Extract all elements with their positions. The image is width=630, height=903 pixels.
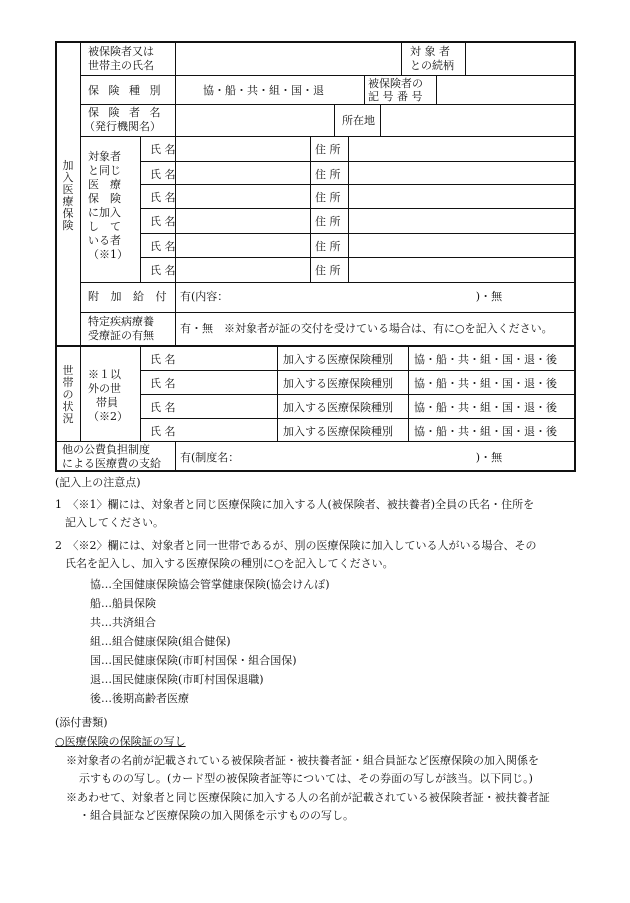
member-name-label: 氏 名	[150, 240, 176, 253]
household-insurance-type-label: 加入する医療保険種別	[283, 377, 393, 390]
household-name-label: 氏 名	[150, 401, 176, 414]
member-name-label: 氏 名	[150, 143, 176, 156]
member-address-field[interactable]	[350, 163, 573, 185]
insurance-type-label: 保 険 種 別	[88, 84, 164, 97]
member-name-field[interactable]	[177, 138, 309, 160]
household-insurance-type-options[interactable]: 協・船・共・組・国・退・後	[414, 353, 557, 366]
insurer-address-label: 所在地	[342, 114, 375, 127]
notes-heading: (記入上の注意点)	[55, 476, 141, 489]
insured-name-label-2: 世帯主の氏名	[88, 59, 154, 72]
member-name-field[interactable]	[177, 210, 309, 232]
member-address-label: 住 所	[315, 264, 341, 277]
attachment-note-2: ※あわせて、対象者と同じ医療保険に加入する人の名前が記載されている被保険者証・被扶養者証	[66, 791, 550, 804]
household-name-field[interactable]	[177, 348, 276, 370]
symbol-number-label-2: 記 号 番 号	[368, 90, 423, 103]
household-insurance-type-label: 加入する医療保険種別	[283, 425, 393, 438]
legend-item: 国…国民健康保険(市町村国保・組合国保)	[90, 654, 297, 667]
insurer-address-field[interactable]	[382, 105, 573, 135]
symbol-number-field[interactable]	[438, 76, 573, 103]
household-label-line: 外の世	[88, 382, 121, 395]
household-label-line: （※2）	[88, 410, 128, 423]
public-expense-value[interactable]: 有(制度名： )・無	[180, 451, 503, 464]
member-name-label: 氏 名	[150, 168, 176, 181]
attachment-note-1-cont: 示すものの写し。(カード型の被保険者証等については、その券面の写しが該当。以下同じ。)	[79, 772, 533, 785]
member-address-field[interactable]	[350, 235, 573, 257]
household-insurance-type-options[interactable]: 協・船・共・組・国・退・後	[414, 425, 557, 438]
specific-disease-label-2: 受療証の有無	[88, 329, 154, 342]
member-name-field[interactable]	[177, 235, 309, 257]
household-name-label: 氏 名	[150, 377, 176, 390]
member-address-label: 住 所	[315, 215, 341, 228]
legend-item: 協…全国健康保険協会管掌健康保険(協会けんぽ)	[90, 578, 330, 591]
side-label-household: 世 帯 の 状 況	[62, 364, 74, 425]
specific-disease-label: 特定疾病療養	[88, 315, 154, 328]
specific-disease-value[interactable]: 有・無 ※対象者が証の交付を受けている場合は、有に○を記入ください。	[180, 322, 553, 335]
insurer-name-field[interactable]	[177, 105, 333, 135]
legend-item: 共…共済組合	[90, 616, 156, 629]
member-address-label: 住 所	[315, 168, 341, 181]
member-name-label: 氏 名	[150, 215, 176, 228]
household-insurance-type-label: 加入する医療保険種別	[283, 401, 393, 414]
insurer-name-label: 保 険 者 名	[88, 106, 164, 119]
household-label-line: 帯員	[96, 396, 118, 409]
household-name-field[interactable]	[177, 372, 276, 394]
attachment-note-2-cont: ・組合員証など医療保険の加入関係を示すものの写し。	[79, 809, 354, 822]
symbol-number-label: 被保険者の	[368, 77, 423, 90]
member-address-field[interactable]	[350, 186, 573, 208]
member-address-label: 住 所	[315, 143, 341, 156]
member-address-label: 住 所	[315, 240, 341, 253]
household-name-label: 氏 名	[150, 353, 176, 366]
member-name-field[interactable]	[177, 163, 309, 185]
additional-benefit-label: 附 加 給 付	[88, 290, 171, 303]
legend-item: 組…組合健康保険(組合健保)	[90, 635, 231, 648]
note-2: 2 〈※2〉欄には、対象者と同一世帯であるが、別の医療保険に加入している人がいる場合、その	[55, 539, 537, 552]
attachment-note-1: ※対象者の名前が記載されている被保険者証・被扶養者証・組合員証など医療保険の加入関係を	[66, 754, 539, 767]
note-1-cont: 記入してください。	[65, 516, 164, 529]
member-address-field[interactable]	[350, 210, 573, 232]
same-insurance-label-line: いる者	[88, 234, 121, 247]
note-1: 1 〈※1〉欄には、対象者と同じ医療保険に加入する人(被保険者、被扶養者)全員の氏名・住所を	[55, 498, 535, 511]
same-insurance-label-line: し て	[88, 220, 121, 233]
same-insurance-label-line: 保 険	[88, 192, 121, 205]
legend-item: 後…後期高齢者医療	[90, 692, 189, 705]
insurer-name-label-2: （発行機関名）	[84, 120, 161, 133]
relation-label-2: との続柄	[410, 59, 454, 72]
relation-label: 対 象 者	[410, 45, 450, 58]
public-expense-label-2: による医療費の支給	[62, 457, 161, 470]
side-label-insurance: 加 入 医 療 保 険	[62, 159, 74, 232]
member-address-field[interactable]	[350, 259, 573, 281]
household-insurance-type-label: 加入する医療保険種別	[283, 353, 393, 366]
member-name-label: 氏 名	[150, 264, 176, 277]
household-name-field[interactable]	[177, 396, 276, 418]
insured-name-label: 被保険者又は	[88, 45, 154, 58]
household-label-line: ※１以	[88, 368, 121, 381]
member-address-label: 住 所	[315, 191, 341, 204]
insurance-type-options[interactable]: 協・船・共・組・国・退	[203, 84, 324, 97]
member-name-field[interactable]	[177, 259, 309, 281]
attachment-item: ○医療保険の保険証の写し	[55, 735, 186, 748]
public-expense-label: 他の公費負担制度	[62, 443, 150, 456]
legend-item: 船…船員保険	[90, 597, 156, 610]
note-2-cont: 氏名を記入し、加入する医療保険の種別に○を記入してください。	[65, 557, 394, 570]
attachments-heading: (添付書類)	[55, 716, 108, 729]
same-insurance-label-line: （※1）	[88, 248, 128, 261]
member-name-field[interactable]	[177, 186, 309, 208]
insured-name-field[interactable]	[177, 43, 400, 74]
legend-item: 退…国民健康保険(市町村国保退職)	[90, 673, 264, 686]
same-insurance-label-line: と同じ	[88, 164, 121, 177]
same-insurance-label-line: 医 療	[88, 178, 121, 191]
member-address-field[interactable]	[350, 138, 573, 160]
household-name-label: 氏 名	[150, 425, 176, 438]
relation-field[interactable]	[467, 43, 573, 74]
household-insurance-type-options[interactable]: 協・船・共・組・国・退・後	[414, 377, 557, 390]
same-insurance-label-line: 対象者	[88, 150, 121, 163]
household-name-field[interactable]	[177, 420, 276, 442]
additional-benefit-value[interactable]: 有(内容： )・無	[180, 290, 503, 303]
member-name-label: 氏 名	[150, 191, 176, 204]
household-insurance-type-options[interactable]: 協・船・共・組・国・退・後	[414, 401, 557, 414]
same-insurance-label-line: に加入	[88, 206, 121, 219]
